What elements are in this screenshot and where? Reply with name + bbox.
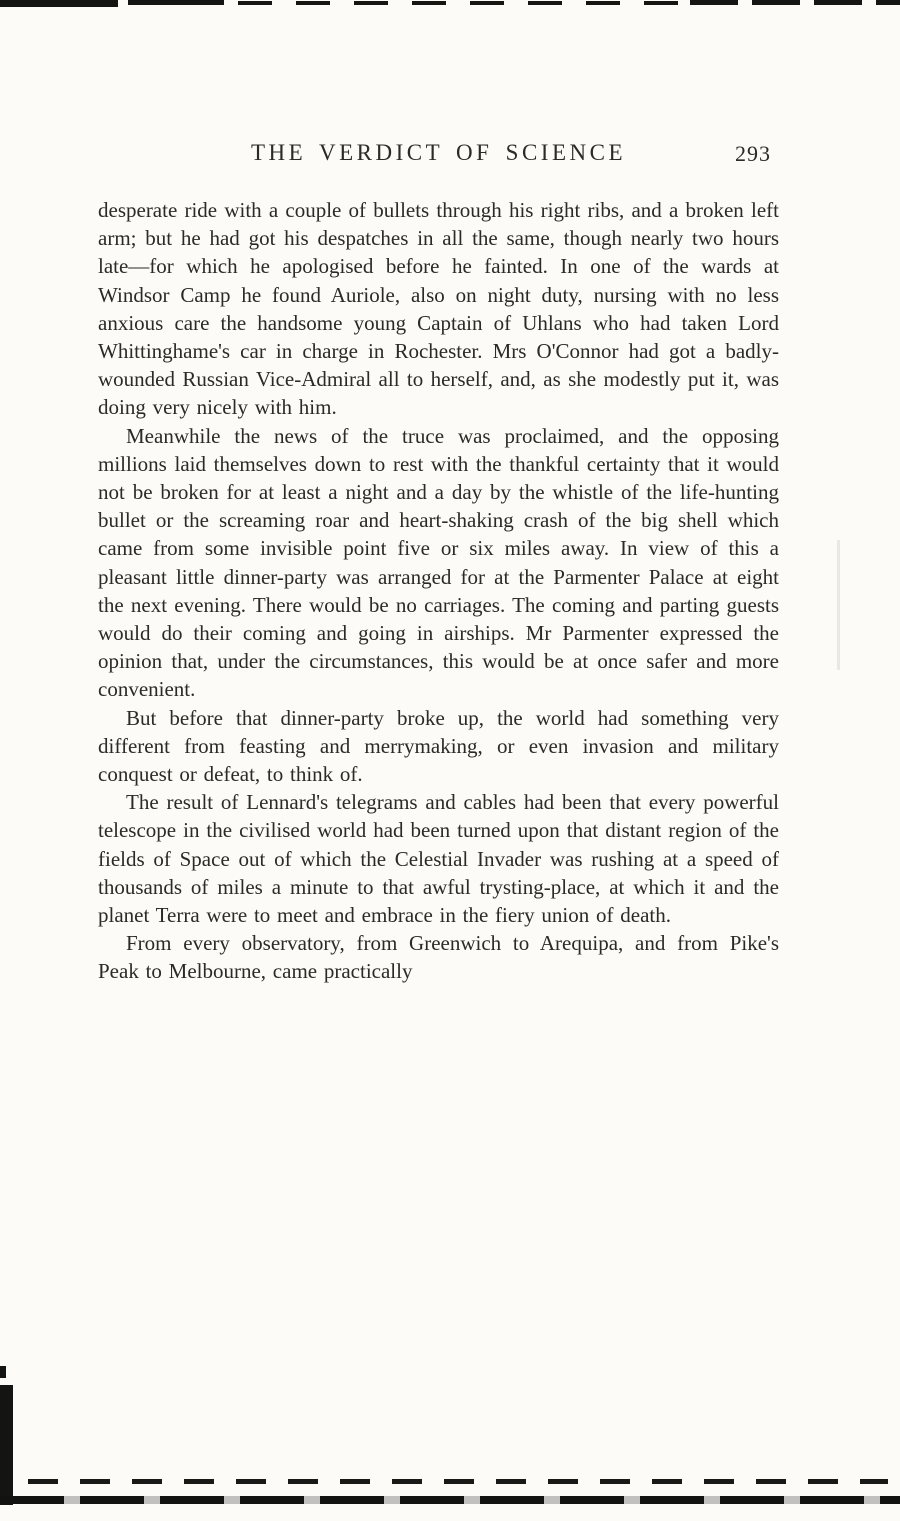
scan-artifact-bottom-dashes-lower <box>0 1496 900 1504</box>
scan-artifact-right-streak <box>837 540 840 670</box>
paragraph: Meanwhile the news of the truce was proclaimed, and the opposing millions laid themselves down to rest with the thankful certainty that it would not be broken for at least a night and a day by the whistle of the life-hunting bullet or the screaming roar and heart-shaking crash of the big shell which came from some invisible point five or six miles away. In view of this a pleasant little dinner-party was arranged for at the Parmenter Palace at eight the next evening. There would be no carriages. The coming and parting guests would do their coming and going in airships. Mr Parmenter expressed the opinion that, under the circumstances, this would be at once safer and more convenient. <box>98 423 779 702</box>
paragraph: But before that dinner-party broke up, the world had something very different from feasting and merrymaking, or even invasion and military conquest or defeat, to think of. <box>98 705 779 787</box>
scan-artifact-top-left-2 <box>128 0 224 5</box>
paragraph: The result of Lennard's telegrams and cables had been that every powerful telescope in the civilised world had been turned upon that distant region of the fields of Space out of which the Celestial Invader was rushing at a speed of thousands of miles a minute to that awful trysting-place, at which it and the planet Terra were to meet and embrace in the fiery union of death. <box>98 790 779 928</box>
running-head <box>98 140 779 170</box>
scan-artifact-bottom-dashes-upper <box>28 1479 888 1484</box>
chapter-title: THE VERDICT OF SCIENCE <box>250 140 627 165</box>
scan-artifact-top-right <box>690 0 900 5</box>
scan-artifact-top-left <box>0 0 118 7</box>
paragraph: desperate ride with a couple of bullets through his right ribs, and a broken left arm; but he had got his despatches in all the same, though nearly two hours late—for which he apologised before he fainted. In one of the wards at Windsor Camp he found Auriole, also on night duty, nursing with no less anxious care the handsome young Captain of Uhlans who had taken Lord Whittinghame's car in charge in Rochester. Mrs O'Connor had got a badly-wounded Russian Vice-Admiral all to herself, and, as she modestly put it, was doing very nicely with him. <box>98 198 779 420</box>
page-body <box>98 196 779 986</box>
scan-artifact-left-mark <box>0 1366 6 1378</box>
text-block <box>98 140 779 986</box>
paragraph: From every observatory, from Greenwich to Arequipa, and from Pike's Peak to Melbourne, came practically <box>98 931 779 984</box>
scan-artifact-left-bar <box>0 1385 13 1505</box>
page-number: 293 <box>735 141 771 166</box>
